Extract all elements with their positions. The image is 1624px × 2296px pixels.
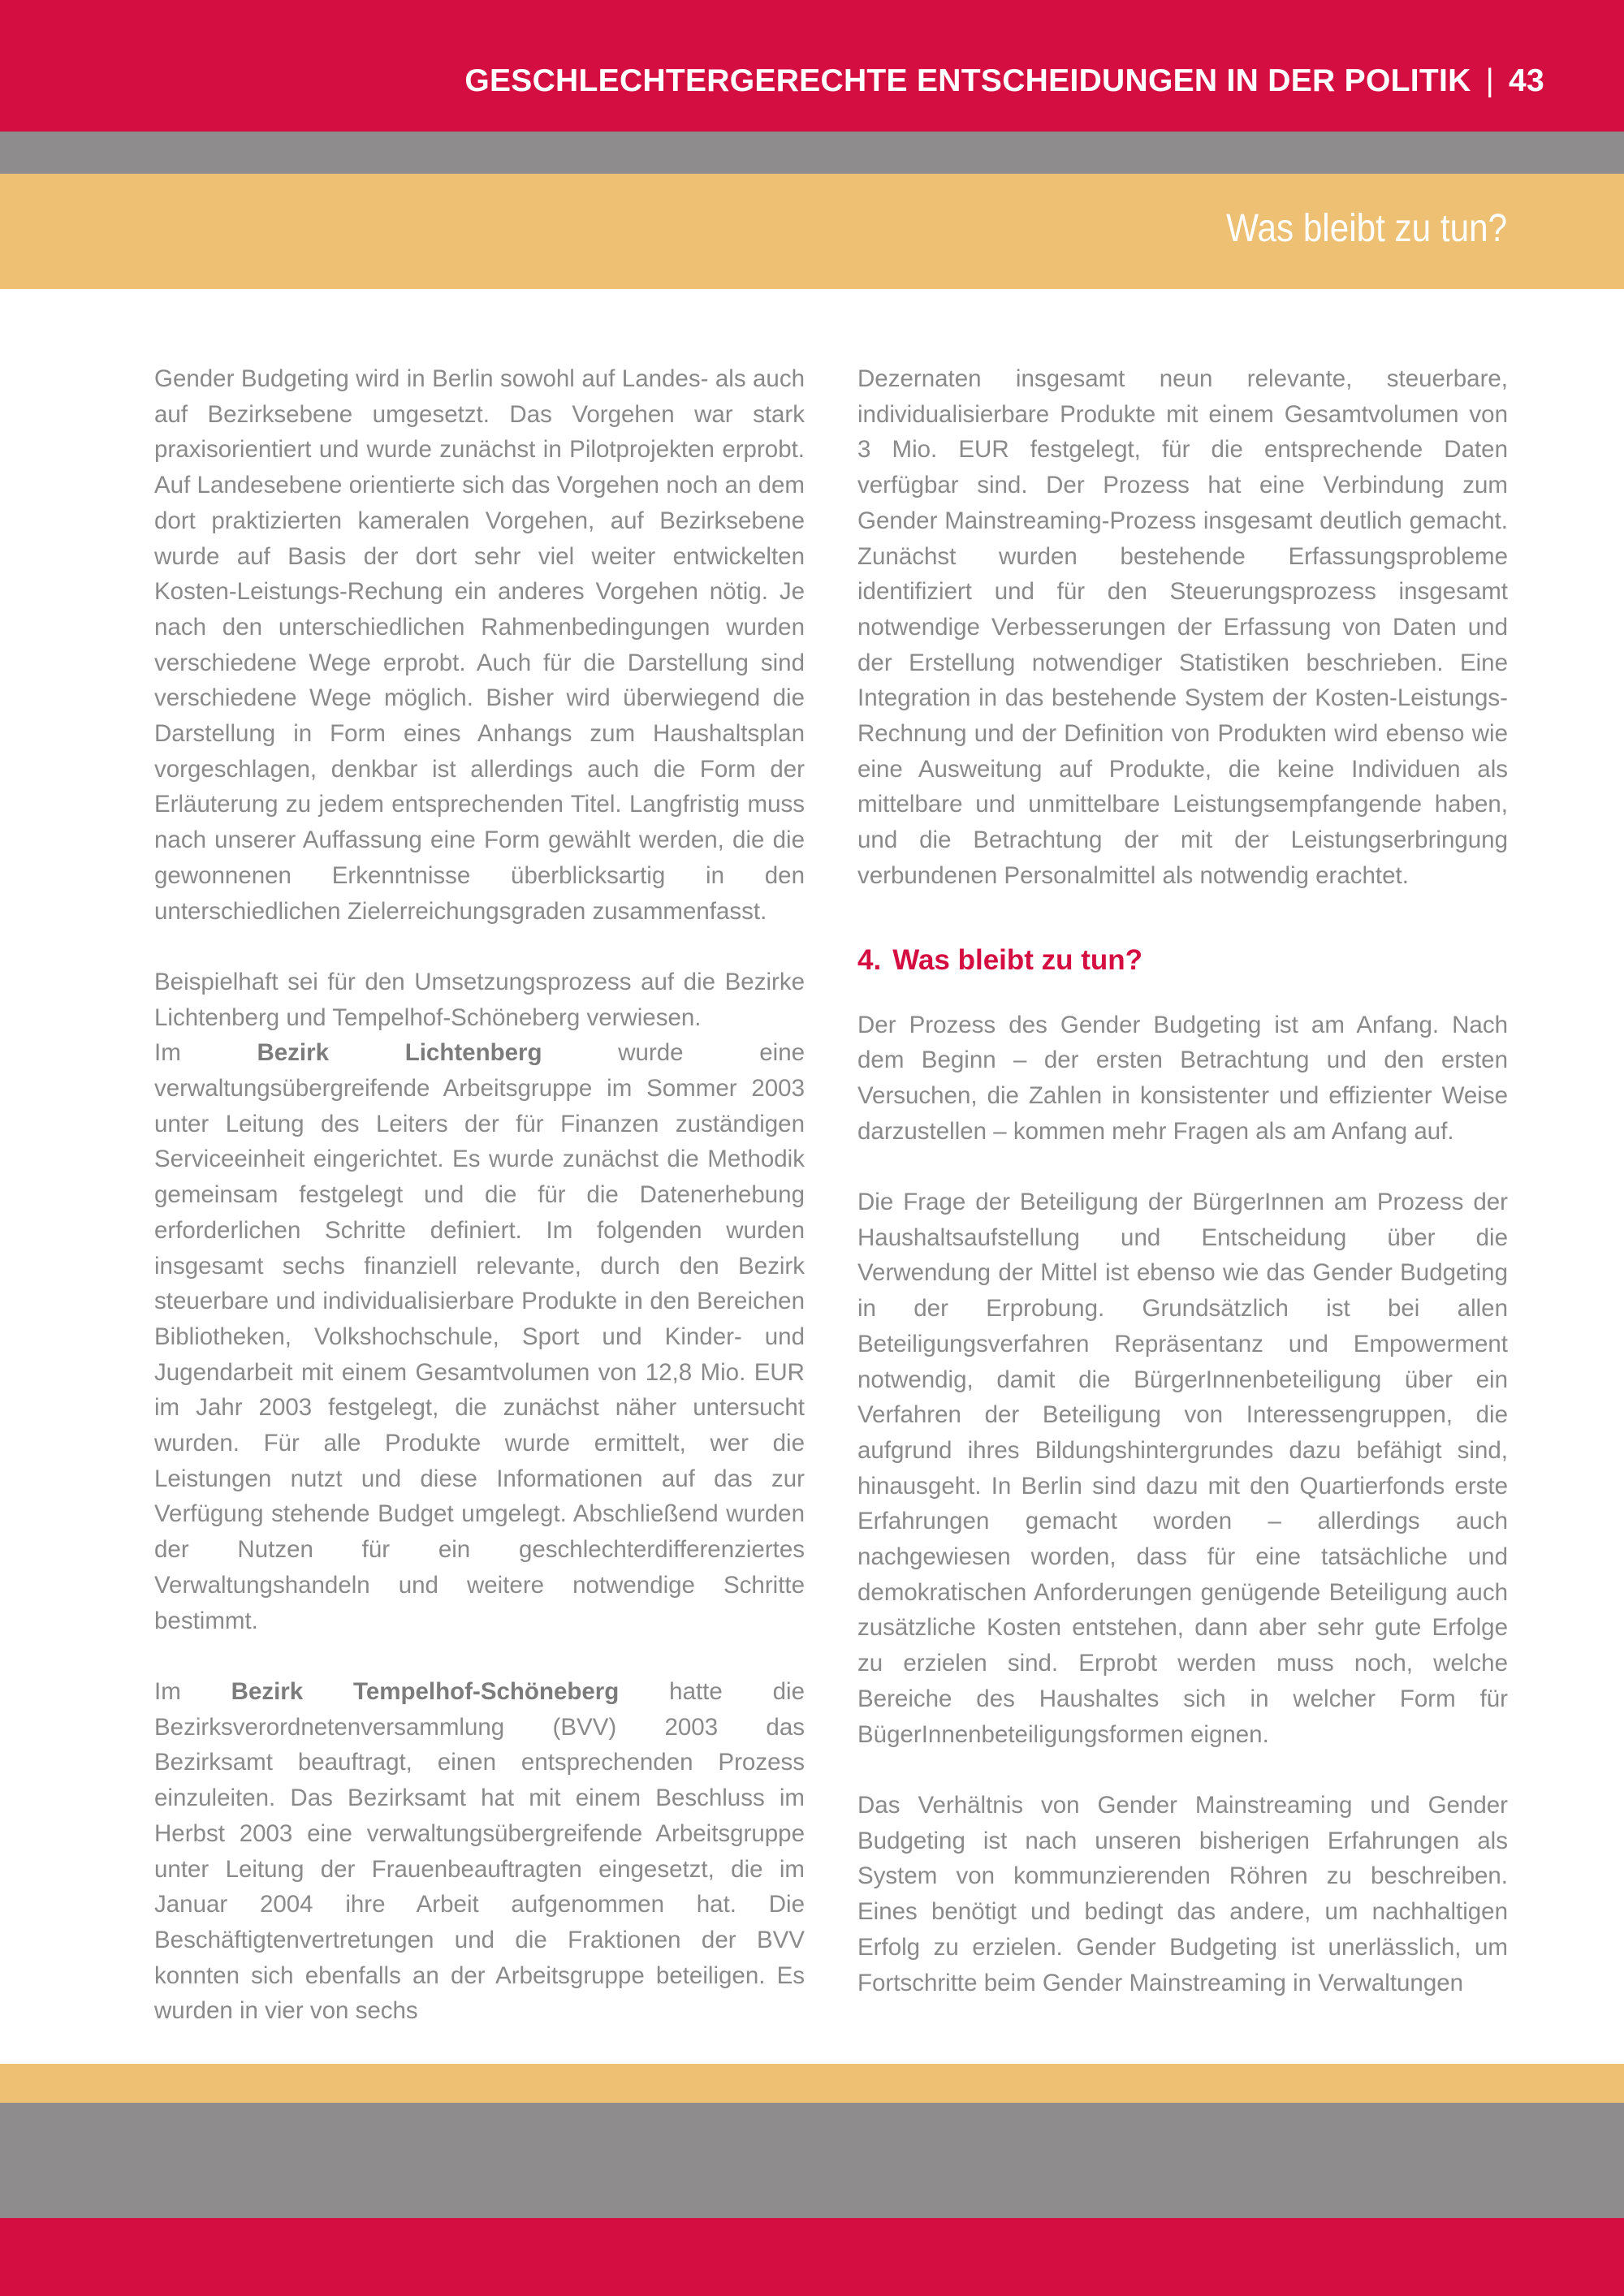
section-heading [857, 943, 1508, 978]
section-banner-title: Was bleibt zu tun? [1226, 207, 1507, 250]
paragraph-tempelhof [154, 1674, 805, 2029]
header-separator: | [1485, 63, 1495, 98]
footer-yellow-band [0, 2064, 1624, 2103]
running-header [464, 63, 1544, 104]
text-span: Im [154, 1039, 257, 1067]
paragraph: Dezernaten insgesamt neun relevante, steuerbare, individualisierbare Produkte mit einem Gesamtvolumen von 3 Mio. EUR festgelegt, für die entsprechende Daten verfügbar sind. Der Prozess hat eine Verbindung zum Gender Mainstreaming-Prozess insgesamt deutlich gemacht. Zunächst wurden bestehende Erfassungsprobleme identifiziert und für den Steuerungsprozess insgesamt notwendige Verbesserungen der Erfassung von Daten und der Erstellung notwendiger Statistiken beschrieben. Eine Integration in das bestehende System der Kosten-Leistungs-Rechnung und der Definition von Produkten wird ebenso wie eine Ausweitung auf Produkte, die keine Individuen als mittelbare und unmittelbare Leistungsempfangende haben, und die Betrachtung der mit der Leistungserbringung verbundenen Personalmittel als notwendig erachtet. [857, 365, 1508, 889]
header-grey-band [0, 132, 1624, 174]
text-span: hatte die Bezirksverordnetenversammlung (BVV) 2003 das Bezirksamt beauftragt, einen entsprechenden Prozess einzuleiten. Das Bezirksamt hat mit einem Beschluss im Herbst 2003 eine verwaltungsübergreifende Arbeitsgruppe unter Leitung der Frauenbeauftragten eingesetzt, die im Januar 2004 ihre Arbeit aufgenommen hat. Die Beschäftigtenvertretungen und die Fraktionen der BVV konnten sich ebenfalls an der Arbeitsgruppe beteiligen. Es wurden in vier von sechs [154, 1677, 805, 2025]
bold-term: Bezirk Tempelhof-Schöneberg [231, 1677, 620, 1705]
paragraph: Beispielhaft sei für den Umsetzungsprozess auf die Bezirke Lichtenberg und Tempelhof-Schöneberg verwiesen. [154, 968, 805, 1031]
section-heading-text: Was bleibt zu tun? [892, 943, 1143, 976]
text-span: wurde eine verwaltungsübergreifende Arbeitsgruppe im Sommer 2003 unter Leitung des Leiters der für Finanzen zuständigen Serviceeinheit eingerichtet. Es wurde zunächst die Methodik gemeinsam festgelegt und die für die Datenerhebung erforderlichen Schritte definiert. Im folgenden wurden insgesamt sechs finanziell relevante, durch den Bezirk steuerbare und individualisierbare Produkte in den Bereichen Bibliotheken, Volkshochschule, Sport und Kinder- und Jugendarbeit mit einem Gesamtvolumen von 12,8 Mio. EUR im Jahr 2003 festgelegt, die zunächst näher untersucht wurden. Für alle Produkte wurde ermittelt, wer die Leistungen nutzt und diese Informationen auf das zur Verfügung stehende Budget umgelegt. Abschließend wurden der Nutzen für ein geschlechterdifferenziertes Verwaltungshandeln und weitere notwendige Schritte bestimmt. [154, 1039, 806, 1634]
page-number: 43 [1509, 63, 1544, 98]
paragraph: Das Verhältnis von Gender Mainstreaming und Gender Budgeting ist nach unseren bisherigen Erfahrungen als System von kommunzierenden Röhren zu beschreiben. Eines benötigt und bedingt das andere, um nachhaltigen Erfolg zu erzielen. Gender Budgeting ist unerlässlich, um Fortschritte beim Gender Mainstreaming in Verwaltungen [857, 1791, 1508, 1996]
section-number: 4. [857, 943, 882, 976]
paragraph: Gender Budgeting wird in Berlin sowohl auf Landes- als auch auf Bezirksebene umgesetzt. Das Vorgehen war stark praxisorientiert und wurde zunächst in Pilotprojekten erprobt. Auf Landesebene orientierte sich das Vorgehen noch an dem dort praktizierten kameralen Vorgehen, auf Bezirksebene wurde auf Basis der dort sehr viel weiter entwickelten Kosten-Leistungs-Rechung ein anderes Vorgehen nötig. Je nach den unterschiedlichen Rahmenbedingungen wurden verschiedene Wege erprobt. Auch für die Darstellung sind verschiedene Wege möglich. Bisher wird überwiegend die Darstellung in Form eines Anhangs zum Haushaltsplan vorgeschlagen, denkbar ist allerdings auch die Form der Erläuterung zu jedem entsprechenden Titel. Langfristig muss nach unserer Auffassung eine Form gewählt werden, die die gewonnenen Erkenntnisse überblicksartig in den unterschiedlichen Zielerreichungsgraden zusammenfasst. [154, 365, 805, 925]
footer-grey-band [0, 2103, 1624, 2218]
paragraph-lichtenberg [154, 1035, 805, 1638]
text-span: Im [154, 1677, 231, 1705]
right-column [857, 361, 1508, 2000]
footer-red-band [0, 2218, 1624, 2296]
bold-term: Bezirk Lichtenberg [257, 1039, 542, 1067]
left-column [154, 361, 805, 2029]
paragraph: Die Frage der Beteiligung der BürgerInnen am Prozess der Haushaltsaufstellung und Entscheidung über die Verwendung der Mittel ist ebenso wie das Gender Budgeting in der Erprobung. Grundsätzlich ist bei allen Beteiligungsverfahren Repräsentanz und Empowerment notwendig, damit die BürgerInnenbeteiligung über ein Verfahren der Beteiligung von Interessengruppen, die aufgrund ihres Bildungshintergrundes dazu befähigt sind, hinausgeht. In Berlin sind dazu mit den Quartierfonds erste Erfahrungen gemacht worden – allerdings auch nachgewiesen worden, dass für eine tatsächliche und demokratischen Anforderungen genügende Beteiligung auch zusätzliche Kosten entstehen, dann aber sehr gute Erfolge zu erzielen sind. Erprobt werden muss noch, welche Bereiche des Haushaltes sich in welcher Form für BügerInnenbeteiligungsformen eignen. [857, 1189, 1508, 1748]
paragraph: Der Prozess des Gender Budgeting ist am Anfang. Nach dem Beginn – der ersten Betrachtung und den ersten Versuchen, die Zahlen in konsistenter und effizienter Weise darzustellen – kommen mehr Fragen als am Anfang auf. [857, 1011, 1508, 1145]
running-header-title: GESCHLECHTERGERECHTE ENTSCHEIDUNGEN IN DER POLITIK [464, 63, 1471, 98]
